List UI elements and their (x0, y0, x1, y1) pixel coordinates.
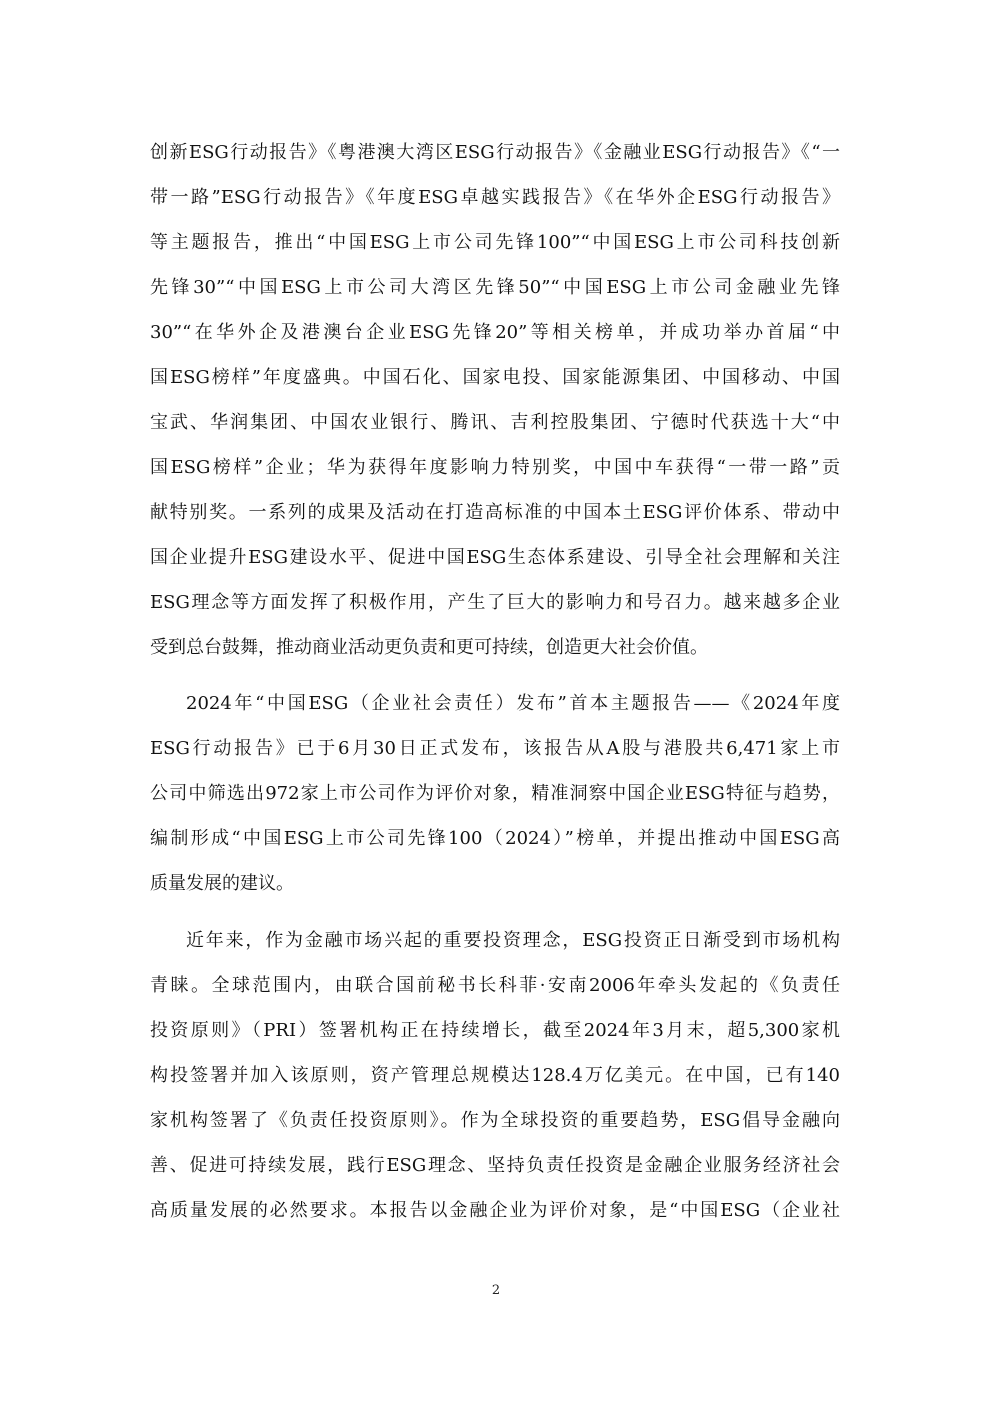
paragraph-2-line-5: 质量发展的建议。 (150, 873, 294, 894)
paragraph-3-line-7: 高质量发展的必然要求。本报告以金融企业为评价对象，是“中国ESG（企业社 (150, 1200, 840, 1221)
paragraph-1-line-8: 国ESG榜样”企业；华为获得年度影响力特别奖，中国中车获得“一带一路”贡 (150, 457, 840, 478)
paragraph-1-line-1: 创新ESG行动报告》《粤港澳大湾区ESG行动报告》《金融业ESG行动报告》《“一 (150, 142, 840, 163)
paragraph-3-line-3: 投资原则》（PRI）签署机构正在持续增长，截至2024年3月末，超5,300家机 (150, 1020, 840, 1041)
paragraph-3-line-2: 青睐。全球范围内，由联合国前秘书长科菲·安南2006年牵头发起的《负责任 (150, 975, 840, 996)
paragraph-1-line-10: 国企业提升ESG建设水平、促进中国ESG生态体系建设、引导全社会理解和关注 (150, 547, 840, 568)
paragraph-2-line-2: ESG行动报告》已于6月30日正式发布，该报告从A股与港股共6,471家上市 (150, 738, 840, 759)
paragraph-2-line-1: 2024年“中国ESG（企业社会责任）发布”首本主题报告——《2024年度 (186, 693, 840, 714)
paragraph-2-line-3: 公司中筛选出972家上市公司作为评价对象，精准洞察中国企业ESG特征与趋势， (150, 783, 840, 804)
paragraph-3-line-4: 构投签署并加入该原则，资产管理总规模达128.4万亿美元。在中国，已有140 (150, 1065, 840, 1086)
page-number: 2 (491, 1283, 501, 1298)
paragraph-1-line-6: 国ESG榜样”年度盛典。中国石化、国家电投、国家能源集团、中国移动、中国 (150, 367, 840, 388)
paragraph-3-line-6: 善、促进可持续发展，践行ESG理念、坚持负责任投资是金融企业服务经济社会 (150, 1155, 840, 1176)
paragraph-1-line-5: 30”“在华外企及港澳台企业ESG先锋20”等相关榜单，并成功举办首届“中 (150, 322, 840, 343)
paragraph-1-line-11: ESG理念等方面发挥了积极作用，产生了巨大的影响力和号召力。越来越多企业 (150, 592, 840, 613)
paragraph-1-line-9: 献特别奖。一系列的成果及活动在打造高标准的中国本土ESG评价体系、带动中 (150, 502, 840, 523)
paragraph-3-line-5: 家机构签署了《负责任投资原则》。作为全球投资的重要趋势，ESG倡导金融向 (150, 1110, 840, 1131)
paragraph-1-line-12: 受到总台鼓舞，推动商业活动更负责和更可持续，创造更大社会价值。 (150, 637, 708, 658)
paragraph-1-line-2: 带一路”ESG行动报告》《年度ESG卓越实践报告》《在华外企ESG行动报告》 (150, 187, 840, 208)
paragraph-1-line-7: 宝武、华润集团、中国农业银行、腾讯、吉利控股集团、宁德时代获选十大“中 (150, 412, 840, 433)
paragraph-2-line-4: 编制形成“中国ESG上市公司先锋100（2024）”榜单，并提出推动中国ESG高 (150, 828, 840, 849)
paragraph-1-line-3: 等主题报告，推出“中国ESG上市公司先锋100”“中国ESG上市公司科技创新 (150, 232, 840, 253)
paragraph-3-line-1: 近年来，作为金融市场兴起的重要投资理念，ESG投资正日渐受到市场机构 (186, 930, 840, 951)
paragraph-1-line-4: 先锋30”“中国ESG上市公司大湾区先锋50”“中国ESG上市公司金融业先锋 (150, 277, 840, 298)
